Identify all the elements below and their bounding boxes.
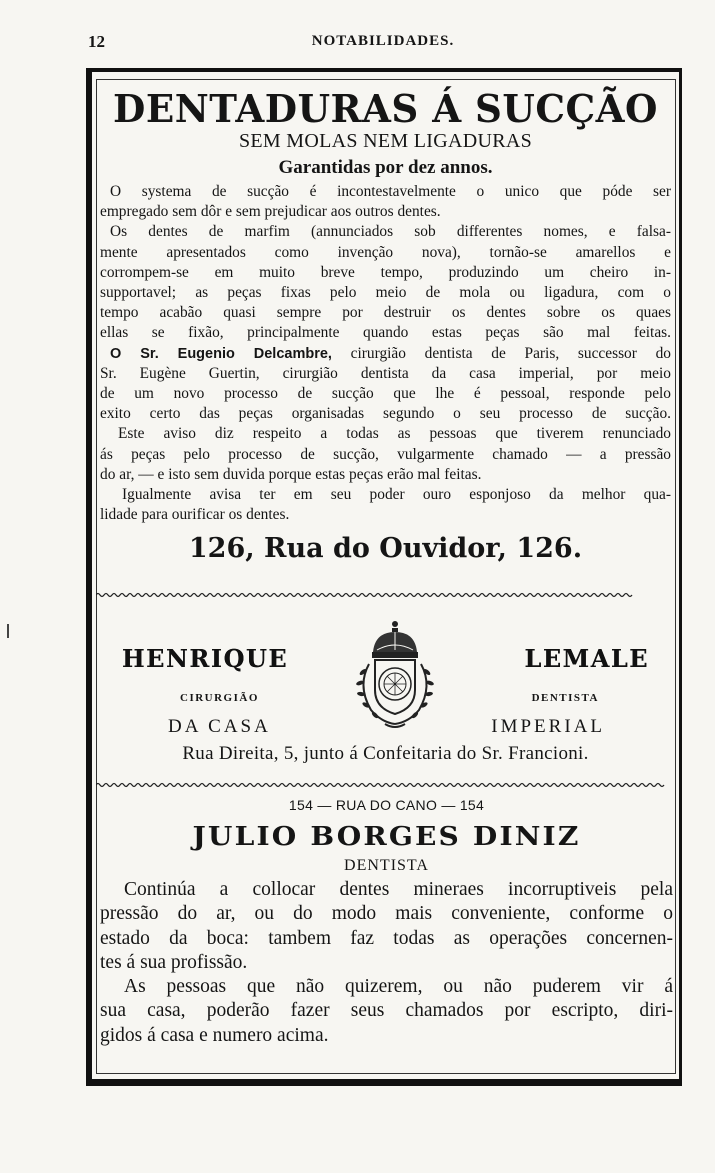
dentist-name: O Sr. Eugenio Delcambre, bbox=[110, 345, 332, 362]
ad1-line: Igualmente avisa ter em seu poder ouro esponjoso da melhor qua- bbox=[122, 486, 671, 504]
ad3-line: tes á sua profissão. bbox=[100, 951, 248, 973]
ad1-headline: DENTADURAS Á SUCÇÃO bbox=[113, 86, 658, 131]
ad2-title-right: DENTISTA bbox=[531, 692, 599, 704]
ad1-paragraph-1 bbox=[100, 182, 671, 222]
ad2-house-right: IMPERIAL bbox=[491, 716, 605, 737]
advertisement-frame bbox=[86, 68, 682, 1086]
ad3-line: pressão do ar, ou do modo mais conveniente, conforme o bbox=[100, 903, 673, 925]
ad-henrique-lemale bbox=[100, 620, 671, 780]
ad1-line: ás peças pelo processo de sucção, vulgarmente chamado — a pressão bbox=[100, 445, 671, 463]
ad1-line: ellas se fixão, principalmente quando estas peças são mal feitas. bbox=[100, 324, 671, 342]
ad1-paragraph-2 bbox=[100, 222, 671, 343]
ad2-street: Rua Direita, 5, junto á Confeitaria do Sr. Francioni. bbox=[182, 743, 589, 764]
ad2-title-left: CIRURGIÃO bbox=[180, 692, 259, 704]
ad1-line: empregado sem dôr e sem prejudicar aos outros dentes. bbox=[100, 203, 441, 221]
ad3-paragraph-2 bbox=[100, 975, 673, 1048]
ad1-line: O systema de sucção é incontestavelmente o unico que póde ser bbox=[110, 183, 671, 200]
ad1-line bbox=[100, 344, 671, 364]
ad1-line: exito certo das peças organisadas segundo o seu processo de sucção. bbox=[100, 405, 671, 423]
ad1-line: corrompem-se em muito breve tempo, produzindo um cheiro in- bbox=[100, 263, 671, 281]
ad3-line: Continúa a collocar dentes mineraes incorruptiveis pela bbox=[124, 879, 673, 900]
ad1-line: lidade para ourificar os dentes. bbox=[100, 506, 290, 524]
ad-julio-borges-diniz bbox=[100, 796, 673, 1048]
ad2-last-name: LEMALE bbox=[524, 644, 649, 673]
ad1-line: mente apresentados como invenção nova), tornão-se amarellos e bbox=[100, 243, 671, 261]
ad1-body bbox=[100, 182, 671, 525]
ad3-name: JULIO BORGES DINIZ bbox=[192, 822, 581, 852]
ad3-paragraph-1 bbox=[100, 878, 673, 975]
ad3-line: sua casa, poderão fazer seus chamados por escripto, diri- bbox=[100, 1000, 673, 1022]
ad1-line: do ar, — e isto sem duvida porque estas peças erão mal feitas. bbox=[100, 465, 482, 483]
wavy-divider bbox=[96, 782, 676, 788]
ad3-line: estado da boca: tambem faz todas as operações concernen- bbox=[100, 927, 673, 949]
ad1-line: de um novo processo de sucção que lhe é pessoal, responde pelo bbox=[100, 385, 671, 403]
ad1-line-rest: cirurgião dentista de Paris, successor do bbox=[350, 344, 671, 362]
ad1-line: supportavel; as peças fixas pelo meio de mola ou ligadura, com o bbox=[100, 284, 671, 302]
ad1-paragraph-4 bbox=[100, 424, 671, 485]
running-title: NOTABILIDADES. bbox=[311, 33, 455, 49]
stray-mark bbox=[7, 624, 9, 638]
ad1-subhead: SEM MOLAS NEM LIGADURAS bbox=[238, 130, 533, 152]
ad3-body bbox=[100, 878, 673, 1048]
ad-dentaduras bbox=[100, 88, 671, 567]
ad3-title: DENTISTA bbox=[344, 857, 429, 874]
ad1-line: tempo acabão quasi sempre por destruir os dentes sobre os quaes bbox=[100, 304, 671, 322]
ad1-guarantee: Garantidas por dez annos. bbox=[278, 157, 493, 178]
ad3-line: gidos á casa e numero acima. bbox=[100, 1024, 329, 1046]
ad1-line: Os dentes de marfim (annunciados sob differentes nomes, e falsa- bbox=[110, 223, 671, 241]
ad1-paragraph-5 bbox=[100, 485, 671, 525]
running-head bbox=[88, 32, 678, 58]
ad2-house-left: DA CASA bbox=[168, 716, 271, 737]
ad1-line: Sr. Eugène Guertin, cirurgião dentista da casa imperial, por meio bbox=[100, 364, 671, 382]
imperial-crown-arms-icon bbox=[345, 620, 445, 740]
ad3-address: 154 — RUA DO CANO — 154 bbox=[288, 797, 485, 813]
page-number: 12 bbox=[88, 32, 105, 51]
ad2-first-name: HENRIQUE bbox=[122, 644, 289, 673]
ad1-line: Este aviso diz respeito a todas as pessoas que tiverem renunciado bbox=[118, 425, 671, 443]
ad3-line: As pessoas que não quizerem, ou não puderem vir á bbox=[124, 976, 673, 998]
ad1-paragraph-3 bbox=[100, 344, 671, 425]
ad1-address: 126, Rua do Ouvidor, 126. bbox=[188, 533, 583, 565]
wavy-divider bbox=[96, 592, 676, 598]
